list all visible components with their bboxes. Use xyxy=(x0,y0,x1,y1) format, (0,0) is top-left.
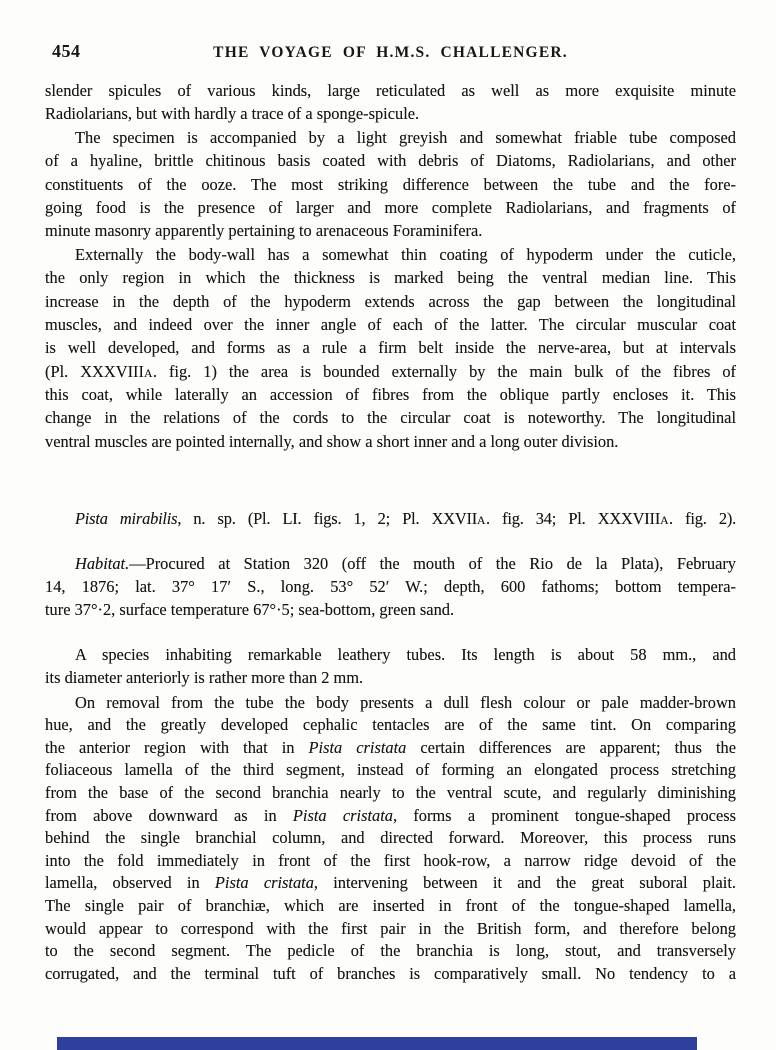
text-line: hue, and the greatly developed cephalic tentacles are of the same tint. On comparing xyxy=(45,715,736,735)
text-line: into the fold immediately in front of the first hook-row, a narrow ridge devoid of the xyxy=(45,850,736,870)
text-line: Habitat.—Procured at Station 320 (off the mouth of the Rio de la Plata), February xyxy=(75,553,736,573)
text-line: muscles, and indeed over the inner angle of each of the latter. The circular muscular coat xyxy=(45,314,736,334)
text-body xyxy=(45,79,736,985)
paragraph-description xyxy=(45,692,736,986)
text-line: On removal from the tube the body presents a dull flesh colour or pale madder-brown xyxy=(75,692,736,712)
text-line: slender spicules of various kinds, large reticulated as well as more exquisite minute xyxy=(45,81,736,100)
text-line: from above downward as in Pista cristata, forms a prominent tongue-shaped process xyxy=(45,805,736,825)
text-line: 14, 1876; lat. 37° 17′ S., long. 53° 52′ W.; depth, 600 fathoms; bottom tempera- xyxy=(45,577,736,597)
text-line: constituents of the ooze. The most striking difference between the tube and the fore- xyxy=(45,174,736,194)
text-line: (Pl. XXXVIIIA. fig. 1) the area is bounded externally by the main bulk of the fibres of xyxy=(45,361,737,381)
paragraph-dimensions xyxy=(45,643,736,690)
text-line: ture 37°·2, surface temperature 67°·5; sea-bottom, green sand. xyxy=(45,600,455,620)
text-line: A species inhabiting remarkable leathery tubes. Its length is about 58 mm., and xyxy=(75,644,736,664)
text-line: The single pair of branchiæ, which are inserted in front of the tongue-shaped lamella, xyxy=(45,895,736,915)
text-line: going food is the presence of larger and more complete Radiolarians, and fragments of xyxy=(45,197,736,217)
habitat-paragraph xyxy=(45,552,736,622)
species-heading xyxy=(45,507,736,530)
text-line: the anterior region with that in Pista cristata certain differences are apparent; thus the xyxy=(45,737,736,757)
text-line: to the second segment. The pedicle of the branchia is long, stout, and transversely xyxy=(45,941,736,961)
text-line: The specimen is accompanied by a light greyish and somewhat friable tube composed xyxy=(75,127,736,147)
scan-artifact-bar xyxy=(57,1037,697,1050)
page-number: 454 xyxy=(52,41,81,61)
text-line: from the base of the second branchia nearly to the ventral scute, and regularly diminishing xyxy=(45,782,736,802)
text-line: lamella, observed in Pista cristata, intervening between it and the great suboral plait. xyxy=(45,873,737,893)
text-line: would appear to correspond with the first pair in the British form, and therefore belong xyxy=(45,918,736,938)
paragraph-body-wall xyxy=(45,243,736,454)
text-line: foliaceous lamella of the third segment, instead of forming an elongated process stretching xyxy=(45,760,736,780)
text-line: this coat, while laterally an accession of fibres from the oblique partly encloses it. This xyxy=(45,385,736,405)
text-line: is well developed, and forms as a rule a firm belt inside the nerve-area, but at intervals xyxy=(45,338,736,358)
text-line: Pista mirabilis, n. sp. (Pl. LI. figs. 1, 2; Pl. XXVIIA. fig. 34; Pl. XXXVIIIA. fig. 2). xyxy=(75,509,736,529)
text-line: corrugated, and the terminal tuft of branches is comparatively small. No tendency to a xyxy=(45,963,736,983)
text-line: of a hyaline, brittle chitinous basis coated with debris of Diatoms, Radiolarians, and other xyxy=(45,151,736,171)
paragraph-specimen-tube xyxy=(45,126,736,243)
text-line: minute masonry apparently pertaining to arenaceous Foraminifera. xyxy=(45,221,483,241)
text-line: Externally the body-wall has a somewhat thin coating of hypoderm under the cuticle, xyxy=(75,244,736,264)
paragraph-continued xyxy=(45,79,736,126)
text-line: its diameter anteriorly is rather more than 2 mm. xyxy=(45,668,364,688)
text-line: the only region in which the thickness is marked being the ventral median line. This xyxy=(45,268,736,288)
text-line: behind the single branchial column, and directed forward. Moreover, this process runs xyxy=(45,828,736,848)
text-line: ventral muscles are pointed internally, and show a short inner and a long outer division. xyxy=(45,431,619,451)
text-line: increase in the depth of the hypoderm extends across the gap between the longitudinal xyxy=(45,291,736,311)
text-line: change in the relations of the cords to the circular coat is noteworthy. The longitudinal xyxy=(45,408,736,428)
running-header: THE VOYAGE OF H.M.S. CHALLENGER. xyxy=(213,44,568,61)
text-line: Radiolarians, but with hardly a trace of a sponge-spicule. xyxy=(45,104,420,124)
